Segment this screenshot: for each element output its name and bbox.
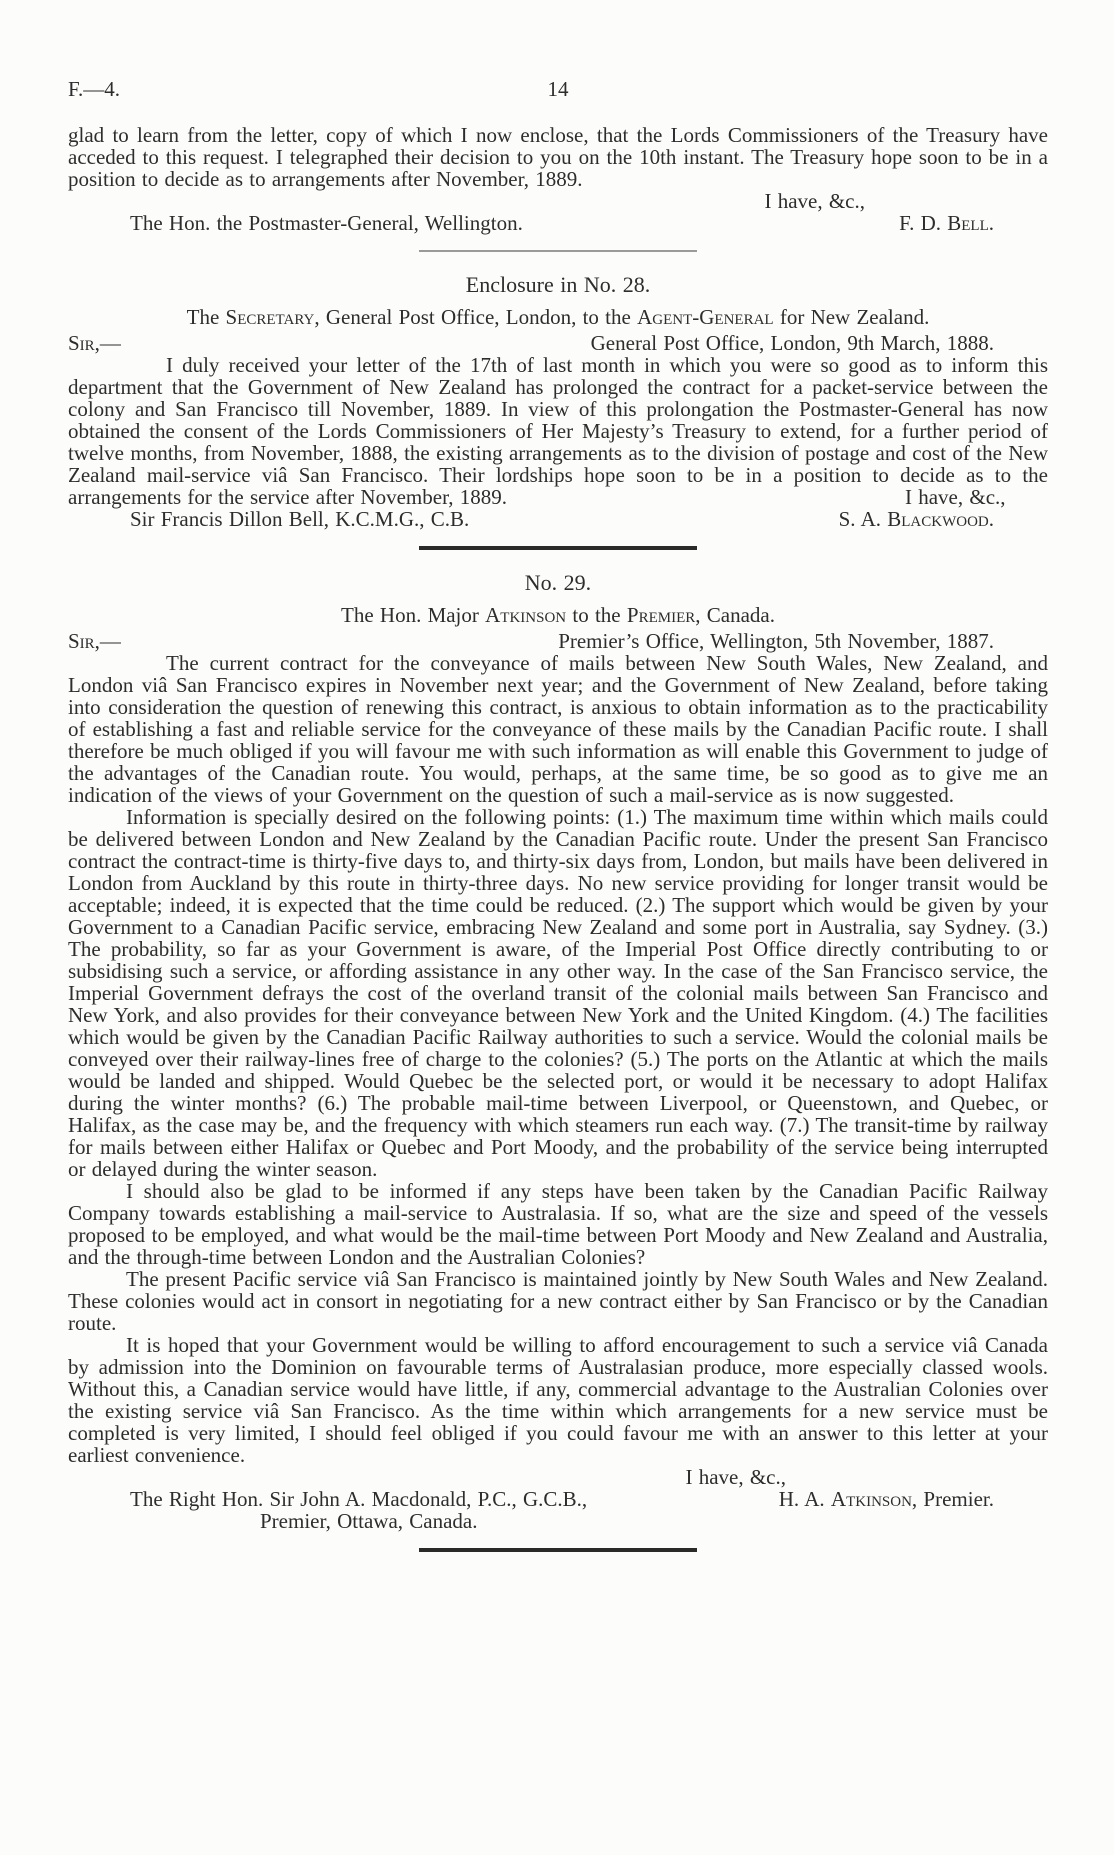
- letter-no29: [68, 570, 1048, 1532]
- enclosure-no28: [68, 272, 1048, 530]
- addressee-line2: Premier, Ottawa, Canada.: [260, 1509, 478, 1533]
- signature-row: [68, 508, 994, 530]
- addressee: The Right Hon. Sir John A. Macdonald, P.C., G.C.B.,: [130, 1487, 588, 1511]
- party-name: Premier: [626, 603, 696, 627]
- letter-parties: The Secretary, General Post Office, London, to the Agent-General for New Zealand.: [186, 305, 930, 329]
- valediction: I have, &c.,: [764, 189, 865, 213]
- valediction: I have, &c.,: [685, 1465, 786, 1489]
- signature-row: [68, 212, 994, 234]
- salutation: Sir,—: [68, 331, 121, 355]
- addressee: Sir Francis Dillon Bell, K.C.M.G., C.B.: [130, 507, 470, 531]
- salutation-row: [68, 630, 1048, 652]
- dateline: General Post Office, London, 9th March, 1888.: [590, 331, 994, 355]
- salutation: Sir,—: [68, 629, 121, 653]
- addressee: The Hon. the Postmaster-General, Wellington.: [130, 211, 523, 235]
- bottom-divider: [419, 1548, 697, 1552]
- letter-body-paragraph: The present Pacific service viâ San Francisco is maintained jointly by New South Wales and New Zealand. These colonies would act in consort in negotiating for a new contract either by San Francisco or by the Canadian route.: [68, 1267, 1048, 1335]
- dateline: Premier’s Office, Wellington, 5th November, 1887.: [558, 629, 994, 653]
- letter-parties: The Hon. Major Atkinson to the Premier, Canada.: [341, 603, 775, 627]
- signature-surname: Atkinson: [830, 1487, 912, 1511]
- page-number: 14: [547, 77, 569, 101]
- page-header: [68, 78, 1048, 100]
- signature: F. D. Bell.: [899, 211, 994, 235]
- party-name: Agent-General: [637, 305, 774, 329]
- signature-surname: Blackwood: [887, 507, 989, 531]
- signature: H. A. Atkinson, Premier.: [778, 1487, 994, 1511]
- party-name: Secretary: [225, 305, 315, 329]
- letter-body-paragraph: It is hoped that your Government would be willing to afford encouragement to such a service viâ Canada by admission into the Dominion on favourable terms of Australasian produce, more especially classed wools. Without this, a Canadian service would have little, if any, commercial advantage to the Australian Colonies over the existing service viâ San Francisco. As the time within which arrangements for a new service must be completed is very limited, I should feel obliged if you could favour me with an answer to this letter at your earliest convenience.: [68, 1333, 1048, 1467]
- salutation-row: [68, 332, 1048, 354]
- party-name: Atkinson: [485, 603, 567, 627]
- letter-body-paragraph: The current contract for the conveyance of mails between New South Wales, New Zealand, and London viâ San Francisco expires in November next year; and the Government of New Zealand, before taking into consideration the question of renewing this contract, is anxious to obtain information as to the practicability of establishing a fast and reliable service for the conveyance of these mails by the Canadian Pacific route. I shall therefore be much obliged if you will favour me with such information as will enable this Government to judge of the advantages of the Canadian route. You would, perhaps, at the same time, be so good as to give me an indication of the views of your Government on the question of such a mail-service as is now suggested.: [68, 651, 1048, 807]
- enclosure-heading: Enclosure in No. 28.: [465, 272, 651, 297]
- signature-row: [68, 1488, 994, 1510]
- letter-body-paragraph: Information is specially desired on the following points: (1.) The maximum time within which mails could be delivered between London and New Zealand by the Canadian Pacific route. Under the present San Francisco contract the contract-time is thirty-five days to, and thirty-six days from, London, but mails have been delivered in London from Auckland by this route in thirty-three days. No new service providing for longer transit would be acceptable; indeed, it is expected that the time could be reduced. (2.) The support which would be given by your Government to a Canadian Pacific service, embracing New Zealand and some port in Australia, say Sydney. (3.) The probability, so far as your Government is aware, of the Imperial Post Office directly contributing to or subsidising such a service, or affording assistance in any other way. In the case of the San Francisco service, the Imperial Government defrays the cost of the overland transit of the colonial mails between San Francisco and New York, and also provides for their conveyance between New York and the United Kingdom. (4.) The facilities which would be given by the Canadian Pacific Railway authorities to such a service. Would the colonial mails be conveyed over their railway-lines free of charge to the colonies? (5.) The ports on the Atlantic at which the mails would be landed and shipped. Would Quebec be the selected port, or would it be necessary to adopt Halifax during the winter months? (6.) The probable mail-time between Liverpool, or Queenstown, and Quebec, or Halifax, as the case may be, and the frequency with which steamers run each way. (7.) The transit-time by railway for mails between either Halifax or Quebec and Port Moody, and the probability of the service being interrupted or delayed during the winter season.: [68, 805, 1048, 1181]
- signature-surname: Bell: [947, 211, 989, 235]
- letter-heading: No. 29.: [524, 570, 592, 595]
- letter-body-paragraph: I should also be glad to be informed if any steps have been taken by the Canadian Pacific Railway Company towards establishing a mail-service to Australasia. If so, what are the size and speed of the vessels proposed to be employed, and what would be the mail-time between Port Moody and New Zealand and Australia, and the through-time between London and the Australian Colonies?: [68, 1179, 1048, 1269]
- letter-body-paragraph: glad to learn from the letter, copy of which I now enclose, that the Lords Commissioners of the Treasury have acceded to this request. I telegraphed their decision to you on the 10th instant. The Treasury hope soon to be in a position to decide as to arrangements after November, 1889.: [68, 123, 1048, 191]
- valediction: I have, &c.,: [904, 485, 1006, 509]
- document-reference: F.—4.: [68, 77, 120, 101]
- signature: S. A. Blackwood.: [838, 507, 994, 531]
- section-divider: [419, 546, 697, 550]
- letter-body-paragraph: I duly received your letter of the 17th of last month in which you were so good as to inform this department that the Government of New Zealand has prolonged the contract for a packet-service between the colony and San Francisco till November, 1889. In view of this prolongation the Postmaster-General has now obtained the consent of the Lords Commissioners of Her Majesty’s Treasury to extend, for a further period of twelve months, from November, 1888, the existing arrangements as to the division of postage and cost of the New Zealand mail-service viâ San Francisco. Their lordships hope soon to be in a position to decide as to the arrangements for the service after November, 1889. I have, &c.,: [68, 353, 1048, 509]
- letter-no28-continuation: [68, 124, 1048, 234]
- section-divider: [419, 250, 697, 252]
